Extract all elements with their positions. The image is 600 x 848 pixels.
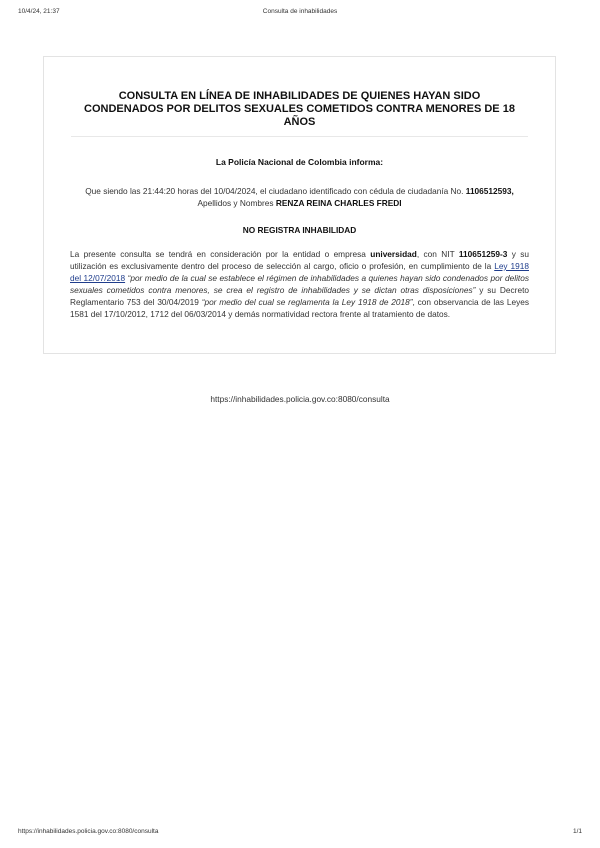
resultado-text: NO REGISTRA INHABILIDAD bbox=[242, 225, 357, 235]
print-footer-url: https://inhabilidades.policia.gov.co:8080/consulta bbox=[18, 828, 159, 835]
nombre-line bbox=[44, 197, 555, 209]
para-part-2: , con NIT bbox=[416, 249, 455, 259]
ley-1918-link[interactable]: Ley 1918 del 12/07/2018 bbox=[70, 261, 529, 283]
consulta-card bbox=[43, 56, 556, 354]
para-part-4: y su Decreto Reglamentario 753 del 30/04/2019 bbox=[70, 285, 529, 307]
print-footer-page: 1/1 bbox=[572, 828, 582, 835]
consulta-time-line bbox=[44, 185, 555, 197]
ley-description: “por medio de la cual se establece el régimen de inhabilidades a quienes hayan sido condenados por delitos sexuales cometidos contra menores, se crea el registro de inhabilidades y se dictan otras disposiciones” bbox=[70, 273, 529, 295]
informa-heading: La Policía Nacional de Colombia informa: bbox=[215, 157, 384, 167]
cedula-number: 1106512593, bbox=[465, 186, 514, 196]
legal-paragraph bbox=[70, 248, 529, 320]
nombre-value: RENZA REINA CHARLES FREDI bbox=[275, 198, 402, 208]
consulta-url: https://inhabilidades.policia.gov.co:8080/consulta bbox=[210, 394, 390, 404]
nit-value: 110651259-3 bbox=[458, 249, 508, 259]
page-title: CONSULTA EN LÍNEA DE INHABILIDADES DE QUIENES HAYAN SIDO CONDENADOS POR DELITOS SEXUALES COMETIDOS CONTRA MENORES DE 18 AÑOS bbox=[84, 90, 515, 128]
para-part-1: La presente consulta se tendrá en consideración por la entidad o empresa bbox=[70, 249, 366, 259]
nombre-label: Apellidos y Nombres bbox=[197, 198, 274, 208]
divider bbox=[71, 136, 528, 137]
decreto-description: “por medio del cual se reglamenta la Ley 1918 de 2018” bbox=[201, 297, 413, 307]
print-header-datetime: 10/4/24, 21:37 bbox=[18, 8, 60, 15]
para-part-3: y su utilización es exclusivamente dentro del proceso de selección al cargo, oficio o profesión, en cumplimiento de la bbox=[70, 249, 530, 271]
entidad-value: universidad bbox=[370, 249, 417, 259]
print-header-title: Consulta de inhabilidades bbox=[262, 8, 338, 15]
consulta-time-text: Que siendo las 21:44:20 horas del 10/04/2024, el ciudadano identificado con cédula de ciudadanía No. bbox=[85, 186, 464, 196]
para-part-5: , con observancia de las Leyes 1581 del 17/10/2012, 1712 del 06/03/2014 y demás normatividad rectora frente al tratamiento de datos. bbox=[70, 297, 529, 319]
